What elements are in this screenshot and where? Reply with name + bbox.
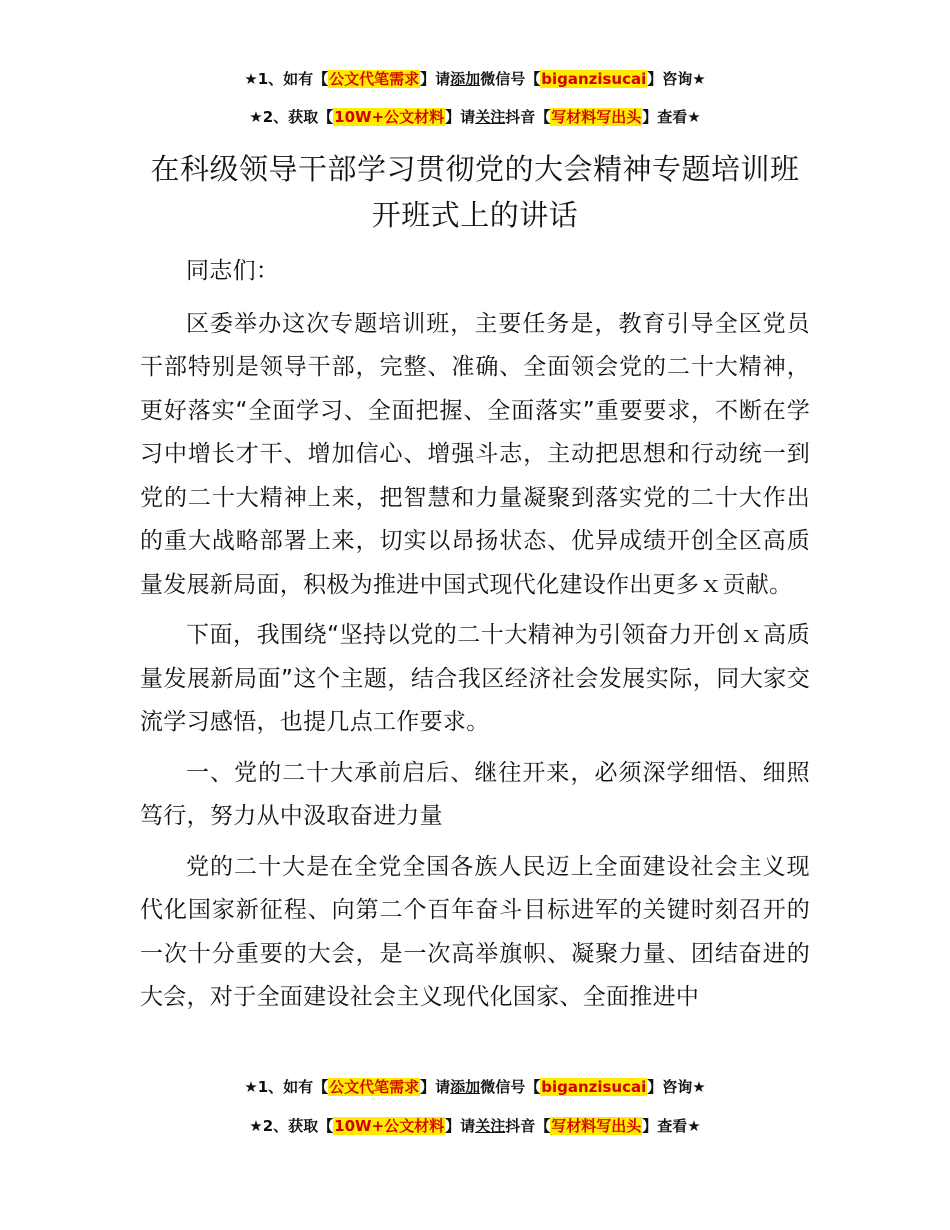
- star-icon: ★: [249, 1117, 263, 1135]
- star-icon: ★: [692, 70, 706, 88]
- banner-text: 】查看: [642, 1117, 688, 1135]
- banner-text: 2、获取【: [262, 1117, 334, 1135]
- underlined-text: 关注: [475, 1117, 506, 1135]
- highlight-douyin-id: 写材料写出头: [551, 108, 642, 126]
- banner-text: 微信号【: [480, 1078, 541, 1096]
- paragraph: 党的二十大是在全党全国各族人民迈上全面建设社会主义现代化国家新征程、向第二个百年奋斗目标进军的关键时刻召开的一次十分重要的大会，是一次高举旗帜、凝聚力量、团结奋进的大会，对于全面建设社会主义现代化国家、全面推进中: [140, 853, 810, 1010]
- document-body: [140, 250, 810, 1020]
- section-heading: 一、党的二十大承前启后、继往开来，必须深学细悟、细照笃行，努力从中汲取奋进力量: [140, 759, 810, 829]
- banner-text: 1、如有【: [257, 1078, 329, 1096]
- underlined-text: 关注: [475, 108, 506, 126]
- highlight-materials: 10W+公文材料: [334, 108, 445, 126]
- header-banner-line-1: [0, 68, 950, 90]
- banner-text: 】请: [445, 1117, 476, 1135]
- footer-banner-line-2: [0, 1115, 950, 1137]
- star-icon: ★: [692, 1078, 706, 1096]
- highlight-materials: 10W+公文材料: [334, 1117, 445, 1135]
- paragraph: 区委举办这次专题培训班，主要任务是，教育引导全区党员干部特别是领导干部，完整、准确、全面领会党的二十大精神，更好落实“全面学习、全面把握、全面落实”重要要求，不断在学习中增长才干、增加信心、增强斗志，主动把思想和行动统一到党的二十大精神上来，把智慧和力量凝聚到落实党的二十大作出的重大战略部署上来，切实以昂扬状态、优异成绩开创全区高质量发展新局面，积极为推进中国式现代化建设作出更多ｘ贡献。: [140, 310, 810, 598]
- highlight-wechat-id: biganzisucai: [541, 1078, 647, 1096]
- banner-text: 】查看: [642, 108, 688, 126]
- star-icon: ★: [687, 1117, 701, 1135]
- banner-text: 】咨询: [647, 70, 693, 88]
- banner-text: 】咨询: [647, 1078, 693, 1096]
- banner-text: 1、如有【: [257, 70, 329, 88]
- document-title: 在科级领导干部学习贯彻党的大会精神专题培训班开班式上的讲话: [150, 152, 800, 232]
- footer-banner-line-1: [0, 1076, 950, 1098]
- star-icon: ★: [244, 70, 258, 88]
- highlight-service: 公文代笔需求: [329, 70, 420, 88]
- banner-text: 2、获取【: [262, 108, 334, 126]
- banner-text: 抖音【: [505, 1117, 551, 1135]
- banner-text: 】请: [420, 1078, 451, 1096]
- star-icon: ★: [244, 1078, 258, 1096]
- banner-text: 抖音【: [505, 108, 551, 126]
- underlined-text: 添加: [450, 70, 481, 88]
- star-icon: ★: [249, 108, 263, 126]
- banner-text: 微信号【: [480, 70, 541, 88]
- underlined-text: 添加: [450, 1078, 481, 1096]
- header-banner-line-2: [0, 106, 950, 128]
- banner-text: 】请: [445, 108, 476, 126]
- paragraph: 下面，我围绕“坚持以党的二十大精神为引领奋力开创ｘ高质量发展新局面”这个主题，结合我区经济社会发展实际，同大家交流学习感悟，也提几点工作要求。: [140, 622, 810, 735]
- highlight-wechat-id: biganzisucai: [541, 70, 647, 88]
- highlight-service: 公文代笔需求: [329, 1078, 420, 1096]
- banner-text: 】请: [420, 70, 451, 88]
- highlight-douyin-id: 写材料写出头: [551, 1117, 642, 1135]
- salutation: 同志们：: [186, 258, 280, 284]
- star-icon: ★: [687, 108, 701, 126]
